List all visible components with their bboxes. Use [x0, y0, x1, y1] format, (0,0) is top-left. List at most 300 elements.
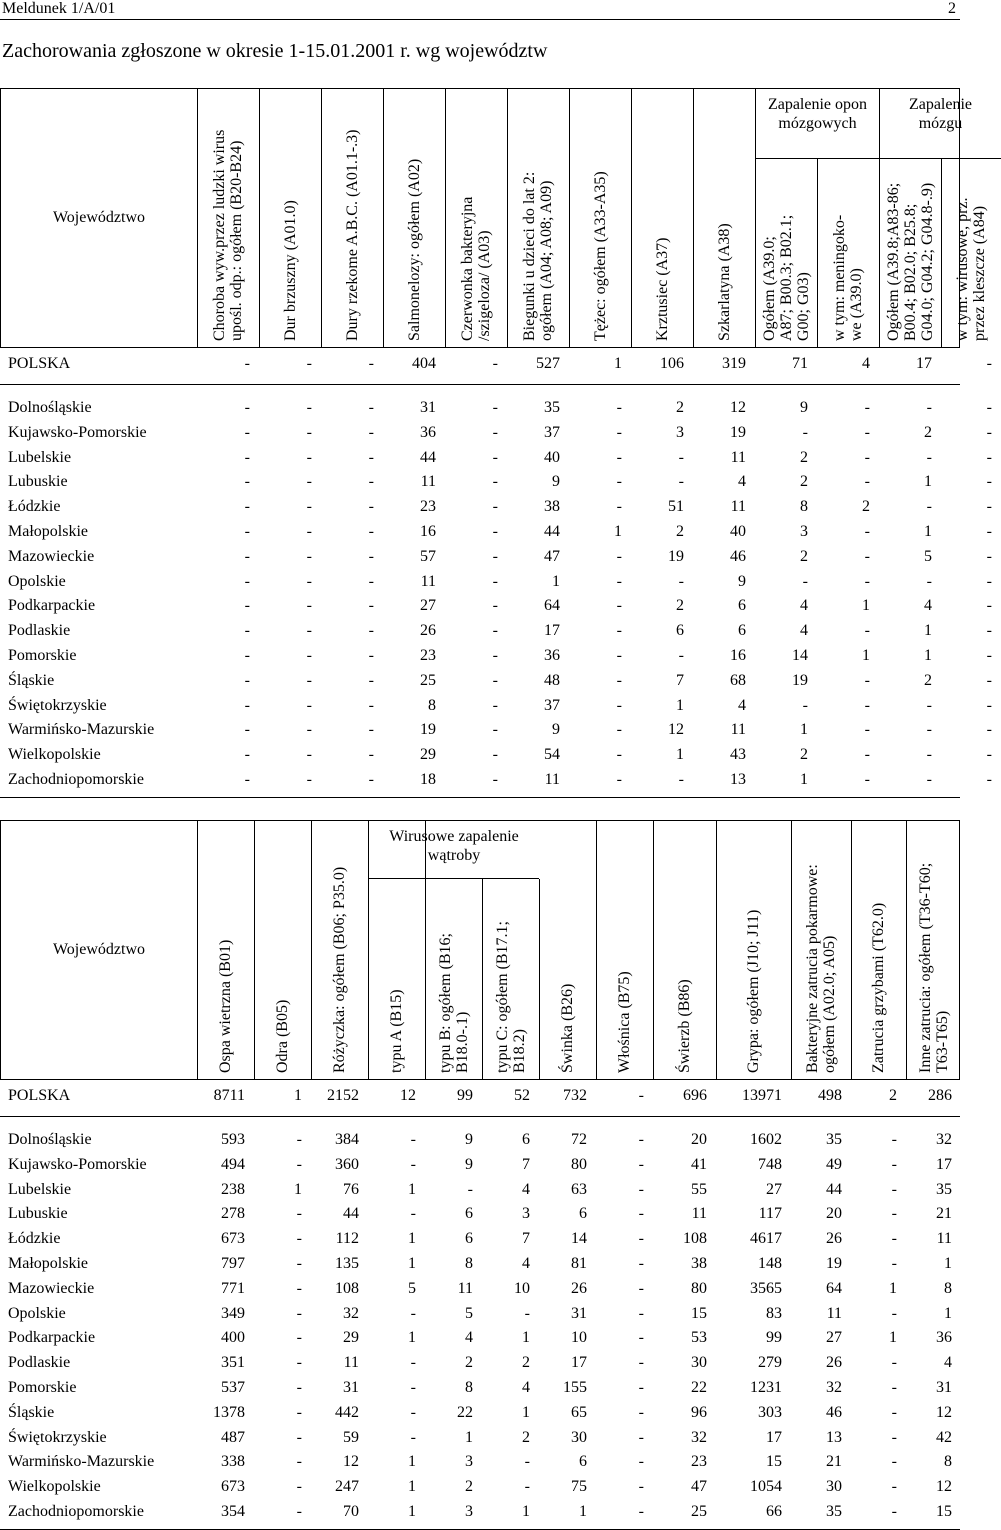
table-cell: 13971 [742, 1087, 782, 1104]
table-cell: 27 [826, 1329, 842, 1347]
table-cell: 1378 [213, 1403, 245, 1421]
table-cell: - [244, 498, 250, 516]
table-cell: - [986, 448, 992, 466]
table-cell: - [368, 746, 374, 764]
row-name: Warmińsko-Mazurskie [8, 721, 155, 739]
table2-column-header [917, 863, 951, 1073]
table-cell: 2 [862, 498, 870, 516]
table-cell: 4 [522, 1180, 530, 1198]
table-cell: - [891, 1503, 897, 1520]
table-cell: - [926, 771, 932, 788]
table-cell: 19 [420, 721, 436, 739]
row-name: Opolskie [8, 572, 66, 590]
table-cell: 4 [738, 473, 746, 491]
table-cell: - [368, 547, 374, 565]
table-cell: 2 [676, 523, 684, 540]
table-cell: - [986, 622, 992, 640]
table-cell: 9 [738, 572, 746, 590]
table-cell: - [306, 622, 312, 640]
table-cell: 1 [889, 1279, 897, 1297]
table-cell: 40 [730, 523, 746, 540]
table-cell: 53 [691, 1329, 707, 1347]
column-divider [321, 89, 322, 347]
table-cell: 8 [465, 1379, 473, 1396]
table-cell: 1 [552, 572, 560, 590]
table-cell: 4 [522, 1379, 530, 1396]
table-cell: - [524, 1478, 530, 1496]
table-cell: 51 [668, 498, 684, 516]
table-cell: 66 [766, 1503, 782, 1520]
table-cell: 35 [936, 1180, 952, 1198]
table-row [0, 1178, 960, 1202]
table1-column-header [521, 172, 555, 341]
table-row [0, 421, 992, 445]
table-cell: - [244, 696, 250, 714]
separator-line [0, 384, 960, 385]
table-row [0, 743, 992, 767]
table-cell: 8 [465, 1255, 473, 1272]
table-cell: 6 [676, 622, 684, 640]
row-name: Podkarpackie [8, 1329, 96, 1347]
table-cell: 19 [792, 671, 808, 689]
table-cell: 5 [408, 1279, 416, 1297]
table-cell: 59 [343, 1428, 359, 1446]
table-cell: 1 [924, 622, 932, 640]
table-cell: - [467, 1180, 473, 1198]
table-cell: 3 [465, 1503, 473, 1520]
table-cell: - [864, 523, 870, 540]
row-name: Kujawsko-Pomorskie [8, 423, 147, 441]
table-cell: - [891, 1478, 897, 1496]
table-cell: 732 [563, 1087, 587, 1104]
table-row [0, 669, 992, 693]
column-header-line: Krztusiec (A37) [653, 237, 671, 341]
table-cell: - [638, 1155, 644, 1173]
polska-row [0, 352, 992, 376]
table-cell: 43 [730, 746, 746, 764]
table-cell: 3565 [750, 1279, 782, 1297]
table-row [0, 446, 992, 470]
group-label: Zapalenie mózgu [908, 96, 973, 132]
table-cell: 2 [800, 473, 808, 491]
table2-column-header [331, 867, 348, 1073]
table-cell: - [986, 423, 992, 441]
table-row [0, 1401, 960, 1425]
table-cell: - [306, 746, 312, 764]
table-cell: 49 [826, 1155, 842, 1173]
table-cell: - [926, 498, 932, 516]
column-header-line: Grypa: ogółem (J10; J11) [745, 909, 762, 1073]
table-cell: 797 [221, 1255, 245, 1272]
table-cell: 2 [800, 746, 808, 764]
table1-column-header [344, 129, 361, 341]
page-number: 2 [948, 0, 956, 17]
table-cell: 38 [544, 498, 560, 516]
table-cell: 71 [792, 355, 808, 372]
table-cell: 7 [522, 1230, 530, 1248]
table-cell: - [492, 473, 498, 491]
table-cell: - [616, 622, 622, 640]
table-cell: - [986, 647, 992, 664]
table-cell: - [306, 498, 312, 516]
table-cell: 11 [420, 473, 436, 491]
table-cell: 537 [221, 1379, 245, 1396]
table-cell: 19 [826, 1255, 842, 1272]
table-row [0, 1500, 960, 1524]
table-cell: - [864, 448, 870, 466]
table-cell: 11 [691, 1205, 707, 1223]
table-cell: 748 [758, 1155, 782, 1173]
table-cell: 36 [420, 423, 436, 441]
table-cell: 17 [916, 355, 932, 372]
table-cell: 1 [465, 1428, 473, 1446]
table-cell: 2 [800, 448, 808, 466]
table-cell: - [986, 572, 992, 590]
table-cell: 1 [924, 473, 932, 491]
table-cell: 35 [826, 1131, 842, 1148]
table-cell: - [492, 696, 498, 714]
table-cell: - [410, 1403, 416, 1421]
column-header-line: ogółem (A02.0; A05) [821, 935, 838, 1073]
table-cell: - [244, 523, 250, 540]
table-cell: 48 [544, 671, 560, 689]
table-cell: 1 [862, 597, 870, 615]
row-name: Pomorskie [8, 647, 77, 664]
table-cell: 19 [730, 423, 746, 441]
table-cell: - [926, 746, 932, 764]
table-cell: - [244, 746, 250, 764]
table2-header [0, 820, 960, 1080]
table-cell: 21 [936, 1205, 952, 1223]
table-cell: - [368, 597, 374, 615]
table-cell: - [926, 572, 932, 590]
table-cell: - [891, 1428, 897, 1446]
table-cell: 7 [522, 1155, 530, 1173]
table-cell: - [368, 771, 374, 788]
table-cell: - [296, 1255, 302, 1272]
table-cell: 494 [221, 1155, 245, 1173]
column-header-line: Tężec: ogółem (A33-A35) [591, 171, 609, 341]
row-name: Łódzkie [8, 498, 61, 516]
table1-column-header [211, 130, 245, 341]
table-cell: 384 [335, 1131, 359, 1148]
table-cell: 6 [522, 1131, 530, 1148]
column-header-line: Szkarlatyna (A38) [715, 223, 733, 341]
table-cell: 30 [571, 1428, 587, 1446]
table-cell: - [864, 721, 870, 739]
table-cell: 4 [944, 1354, 952, 1372]
column-header-line: Choroba wyw.przez ludzki wirus [211, 129, 228, 341]
table-cell: - [492, 399, 498, 416]
table-cell: 1 [294, 1180, 302, 1198]
table-cell: 14 [792, 647, 808, 664]
table-cell: - [864, 399, 870, 416]
table-cell: - [891, 1304, 897, 1322]
table-cell: 1 [408, 1255, 416, 1272]
column-header-line: B00.4; B02.0; B25.8; [901, 203, 919, 341]
table-cell: - [986, 473, 992, 491]
table1-column-header [954, 197, 988, 341]
table-cell: - [864, 771, 870, 788]
column-divider [259, 89, 260, 347]
table-cell: 8711 [213, 1087, 245, 1104]
table-cell: 1 [800, 721, 808, 739]
table-cell: - [678, 572, 684, 590]
table-cell: 9 [465, 1155, 473, 1173]
table-cell: - [638, 1428, 644, 1446]
row-name: Opolskie [8, 1304, 66, 1322]
table-cell: 2 [676, 597, 684, 615]
column-header-line: Świerzb (B86) [676, 979, 693, 1073]
table-cell: 6 [465, 1230, 473, 1248]
table-cell: - [638, 1478, 644, 1496]
table-cell: 404 [412, 355, 436, 372]
table-cell: - [986, 771, 992, 788]
table-cell: - [296, 1379, 302, 1396]
table-cell: 23 [420, 498, 436, 516]
table-cell: - [524, 1304, 530, 1322]
table-cell: 338 [221, 1453, 245, 1471]
table-cell: 42 [936, 1428, 952, 1446]
table-cell: - [986, 597, 992, 615]
table-cell: - [492, 746, 498, 764]
table-cell: - [986, 498, 992, 516]
table-cell: - [244, 448, 250, 466]
table1-column-header [761, 215, 812, 341]
table-cell: 135 [335, 1255, 359, 1272]
table-cell: - [638, 1503, 644, 1520]
table-cell: - [368, 355, 374, 372]
table-cell: 771 [221, 1279, 245, 1297]
table-cell: 1 [862, 647, 870, 664]
table2-column-header [804, 864, 838, 1073]
table-cell: 80 [691, 1279, 707, 1297]
table-row [0, 694, 992, 718]
column-divider [851, 821, 852, 1079]
table-cell: 31 [420, 399, 436, 416]
table-cell: 21 [826, 1453, 842, 1471]
table-cell: 6 [738, 597, 746, 615]
table-cell: - [926, 399, 932, 416]
table-cell: 487 [221, 1428, 245, 1446]
column-header-line: Czerwonka bakteryjna [459, 196, 476, 341]
table-cell: - [802, 572, 808, 590]
row-name: Wielkopolskie [8, 746, 101, 764]
column-divider [311, 821, 312, 1079]
table-cell: - [986, 523, 992, 540]
table-cell: - [678, 771, 684, 788]
table-cell: 64 [544, 597, 560, 615]
table-cell: 17 [571, 1354, 587, 1372]
row-name: Mazowieckie [8, 547, 95, 565]
column-header-line: w tym: meningoko- [831, 214, 848, 341]
table2-column-header [274, 1000, 291, 1073]
row-name: Dolnośląskie [8, 399, 92, 416]
table-cell: - [244, 572, 250, 590]
table-cell: - [864, 473, 870, 491]
column-header-line: Ospa wietrzna (B01) [217, 939, 234, 1073]
table-cell: 32 [343, 1304, 359, 1322]
table-cell: 12 [343, 1453, 359, 1471]
table-cell: - [864, 423, 870, 441]
table-row [0, 1302, 960, 1326]
table2-column-header [437, 933, 471, 1073]
table1-column-header [654, 237, 671, 341]
column-header-line: Dur brzuszny (A01.0) [281, 200, 299, 341]
table-cell: - [296, 1230, 302, 1248]
table-cell: - [306, 597, 312, 615]
table-cell: 9 [800, 399, 808, 416]
table-cell: 11 [730, 448, 746, 466]
table-cell: 4 [924, 597, 932, 615]
table-cell: 11 [826, 1304, 842, 1322]
column-group-header [368, 821, 539, 879]
column-header-line: Różyczka: ogółem (B06; P35.0) [331, 866, 348, 1073]
report-id: Meldunek 1/A/01 [2, 0, 116, 17]
table-cell: 18 [420, 771, 436, 788]
row-name: Zachodniopomorskie [8, 771, 144, 788]
table1-column-header [592, 171, 609, 341]
table-cell: - [864, 671, 870, 689]
column-divider [445, 89, 446, 347]
table-cell: - [864, 746, 870, 764]
table2-column-header [559, 984, 576, 1073]
table-cell: - [492, 355, 498, 372]
table-cell: 1602 [750, 1131, 782, 1148]
table-cell: - [802, 696, 808, 714]
table-cell: 238 [221, 1180, 245, 1198]
table-cell: 4 [465, 1329, 473, 1347]
column-divider [716, 821, 717, 1079]
row-name: Podlaskie [8, 1354, 71, 1372]
column-header-line: T63-T65) [933, 1010, 951, 1073]
table-cell: - [986, 746, 992, 764]
table-cell: 17 [936, 1155, 952, 1173]
table1-column-header [282, 200, 299, 341]
table-cell: - [410, 1354, 416, 1372]
table-row [0, 1426, 960, 1450]
table-row [0, 1252, 960, 1276]
table-cell: - [306, 547, 312, 565]
table-cell: 279 [758, 1354, 782, 1372]
row-name: Kujawsko-Pomorskie [8, 1155, 147, 1173]
table-cell: - [864, 572, 870, 590]
table-cell: - [616, 771, 622, 788]
table-cell: - [638, 1255, 644, 1272]
table-cell: 10 [571, 1329, 587, 1347]
table-cell: - [638, 1131, 644, 1148]
column-header-line: typu B: ogółem (B16; [436, 933, 454, 1073]
column-header-line: A87; B00.3; B02.1; [777, 214, 795, 341]
table-cell: 673 [221, 1230, 245, 1248]
table-cell: - [296, 1131, 302, 1148]
table-cell: - [492, 498, 498, 516]
table-cell: 20 [691, 1131, 707, 1148]
table-cell: 2152 [327, 1087, 359, 1104]
table-cell: 9 [552, 473, 560, 491]
table-cell: - [244, 355, 250, 372]
table-cell: 31 [571, 1304, 587, 1322]
table-cell: 106 [660, 355, 684, 372]
table-cell: 27 [420, 597, 436, 615]
table-cell: - [891, 1180, 897, 1198]
table-cell: - [891, 1205, 897, 1223]
table-cell: 36 [936, 1329, 952, 1347]
table-cell: 1 [676, 746, 684, 764]
table-cell: - [678, 473, 684, 491]
table-cell: 17 [544, 622, 560, 640]
table-row [0, 718, 992, 742]
table-cell: 108 [335, 1279, 359, 1297]
table-cell: 70 [343, 1503, 359, 1520]
table1-header [0, 88, 988, 348]
table-cell: - [986, 671, 992, 689]
table-cell: - [244, 671, 250, 689]
table-cell: 2 [465, 1478, 473, 1496]
table-cell: 76 [343, 1180, 359, 1198]
table-cell: 40 [544, 448, 560, 466]
table-cell: - [296, 1329, 302, 1347]
table-cell: - [296, 1279, 302, 1297]
table-cell: 1 [800, 771, 808, 788]
table2-column-header [217, 940, 234, 1073]
table-cell: 1 [522, 1503, 530, 1520]
table-cell: - [492, 423, 498, 441]
table-cell: 12 [936, 1478, 952, 1496]
table-cell: 29 [420, 746, 436, 764]
table-row [0, 1128, 960, 1152]
table-cell: 32 [936, 1131, 952, 1148]
table-cell: - [306, 721, 312, 739]
table-cell: 2 [924, 671, 932, 689]
table-cell: 3 [465, 1453, 473, 1471]
table-cell: 696 [683, 1087, 707, 1104]
table-cell: 112 [335, 1230, 359, 1248]
table-cell: 44 [826, 1180, 842, 1198]
column-divider [906, 821, 907, 1079]
table-cell: 68 [730, 671, 746, 689]
table-cell: 2 [522, 1354, 530, 1372]
table-cell: 17 [766, 1428, 782, 1446]
table-cell: - [678, 448, 684, 466]
column-header-line: G04.0; G04.2; G04.8-.9) [918, 182, 936, 341]
table-cell: 1 [924, 523, 932, 540]
table-row [0, 570, 992, 594]
table-cell: 35 [544, 399, 560, 416]
table-cell: 27 [766, 1180, 782, 1198]
table2-column-header [676, 979, 693, 1073]
group-label: Zapalenie opon mózgowych [767, 96, 868, 132]
row-name: POLSKA [8, 1087, 71, 1104]
table-cell: 11 [936, 1230, 952, 1248]
table-cell: 1 [614, 523, 622, 540]
table-cell: - [492, 597, 498, 615]
table-cell: 155 [563, 1379, 587, 1396]
table-row [0, 1376, 960, 1400]
column-divider [791, 821, 792, 1079]
table-cell: 57 [420, 547, 436, 565]
row-name: Wielkopolskie [8, 1478, 101, 1496]
row-name: Pomorskie [8, 1379, 77, 1396]
table2-column-header [745, 910, 762, 1073]
table-row [0, 644, 992, 668]
table2-column-header [494, 921, 528, 1073]
table-cell: - [616, 498, 622, 516]
table-cell: 22 [457, 1403, 473, 1421]
table-cell: - [296, 1478, 302, 1496]
row-name: Podlaskie [8, 622, 71, 640]
table-cell: - [296, 1304, 302, 1322]
